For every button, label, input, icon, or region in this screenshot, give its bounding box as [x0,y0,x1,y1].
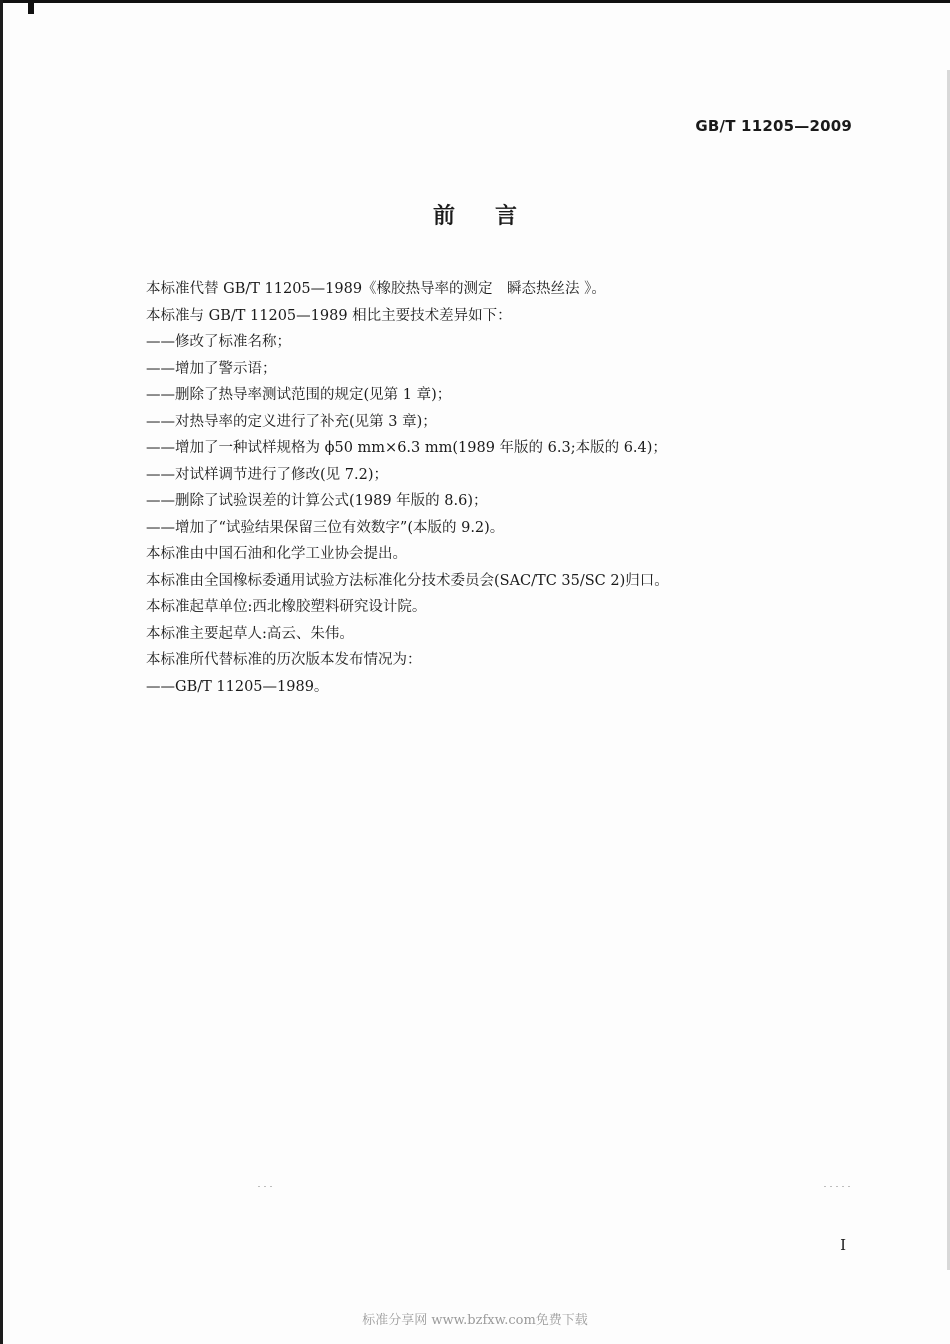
page-number: I [840,1236,846,1254]
body-line: ——删除了热导率测试范围的规定(见第 1 章)； [146,387,452,403]
scan-speck [258,1186,276,1187]
body-line: ——对热导率的定义进行了补充(见第 3 章)； [146,413,437,430]
body-line: 本标准由全国橡标委通用试验方法标准化分技术委员会(SAC/TC 35/SC 2)归口。 [146,572,669,589]
scan-notch [28,0,34,14]
body-line: ——对试样调节进行了修改(见 7.2)； [146,466,388,483]
scan-border-top [0,0,950,3]
body-line: ——增加了“试验结果保留三位有效数字”(本版的 9.2)。 [146,519,505,536]
body-line: ——删除了试验误差的计算公式(1989 年版的 8.6)； [146,493,488,509]
scan-speck [824,1186,854,1187]
body-line: 本标准代替 GB/T 11205—1989《橡胶热导率的测定 瞬态热丝法 》。 [146,281,606,297]
foreword-body [146,276,846,700]
body-line: 本标准所代替标准的历次版本发布情况为： [146,652,422,668]
body-line: ——增加了警示语； [146,360,277,377]
watermark-text: 标准分享网 www.bzfxw.com免费下载 [362,1313,588,1328]
page-title: 前言 [432,204,557,229]
body-line: ——GB/T 11205—1989。 [146,678,329,695]
body-line: 本标准由中国石油和化学工业协会提出。 [146,546,407,562]
body-line: ——增加了一种试样规格为 ϕ50 mm×6.3 mm(1989 年版的 6.3;本版的 6.4)； [146,440,667,456]
body-line: 本标准起草单位:西北橡胶塑料研究设计院。 [146,599,427,615]
body-line: ——修改了标准名称； [146,334,291,350]
body-line: 本标准主要起草人:高云、朱伟。 [146,625,354,642]
body-line: 本标准与 GB/T 11205—1989 相比主要技术差异如下： [146,307,512,324]
standard-number: GB/T 11205—2009 [695,117,852,135]
